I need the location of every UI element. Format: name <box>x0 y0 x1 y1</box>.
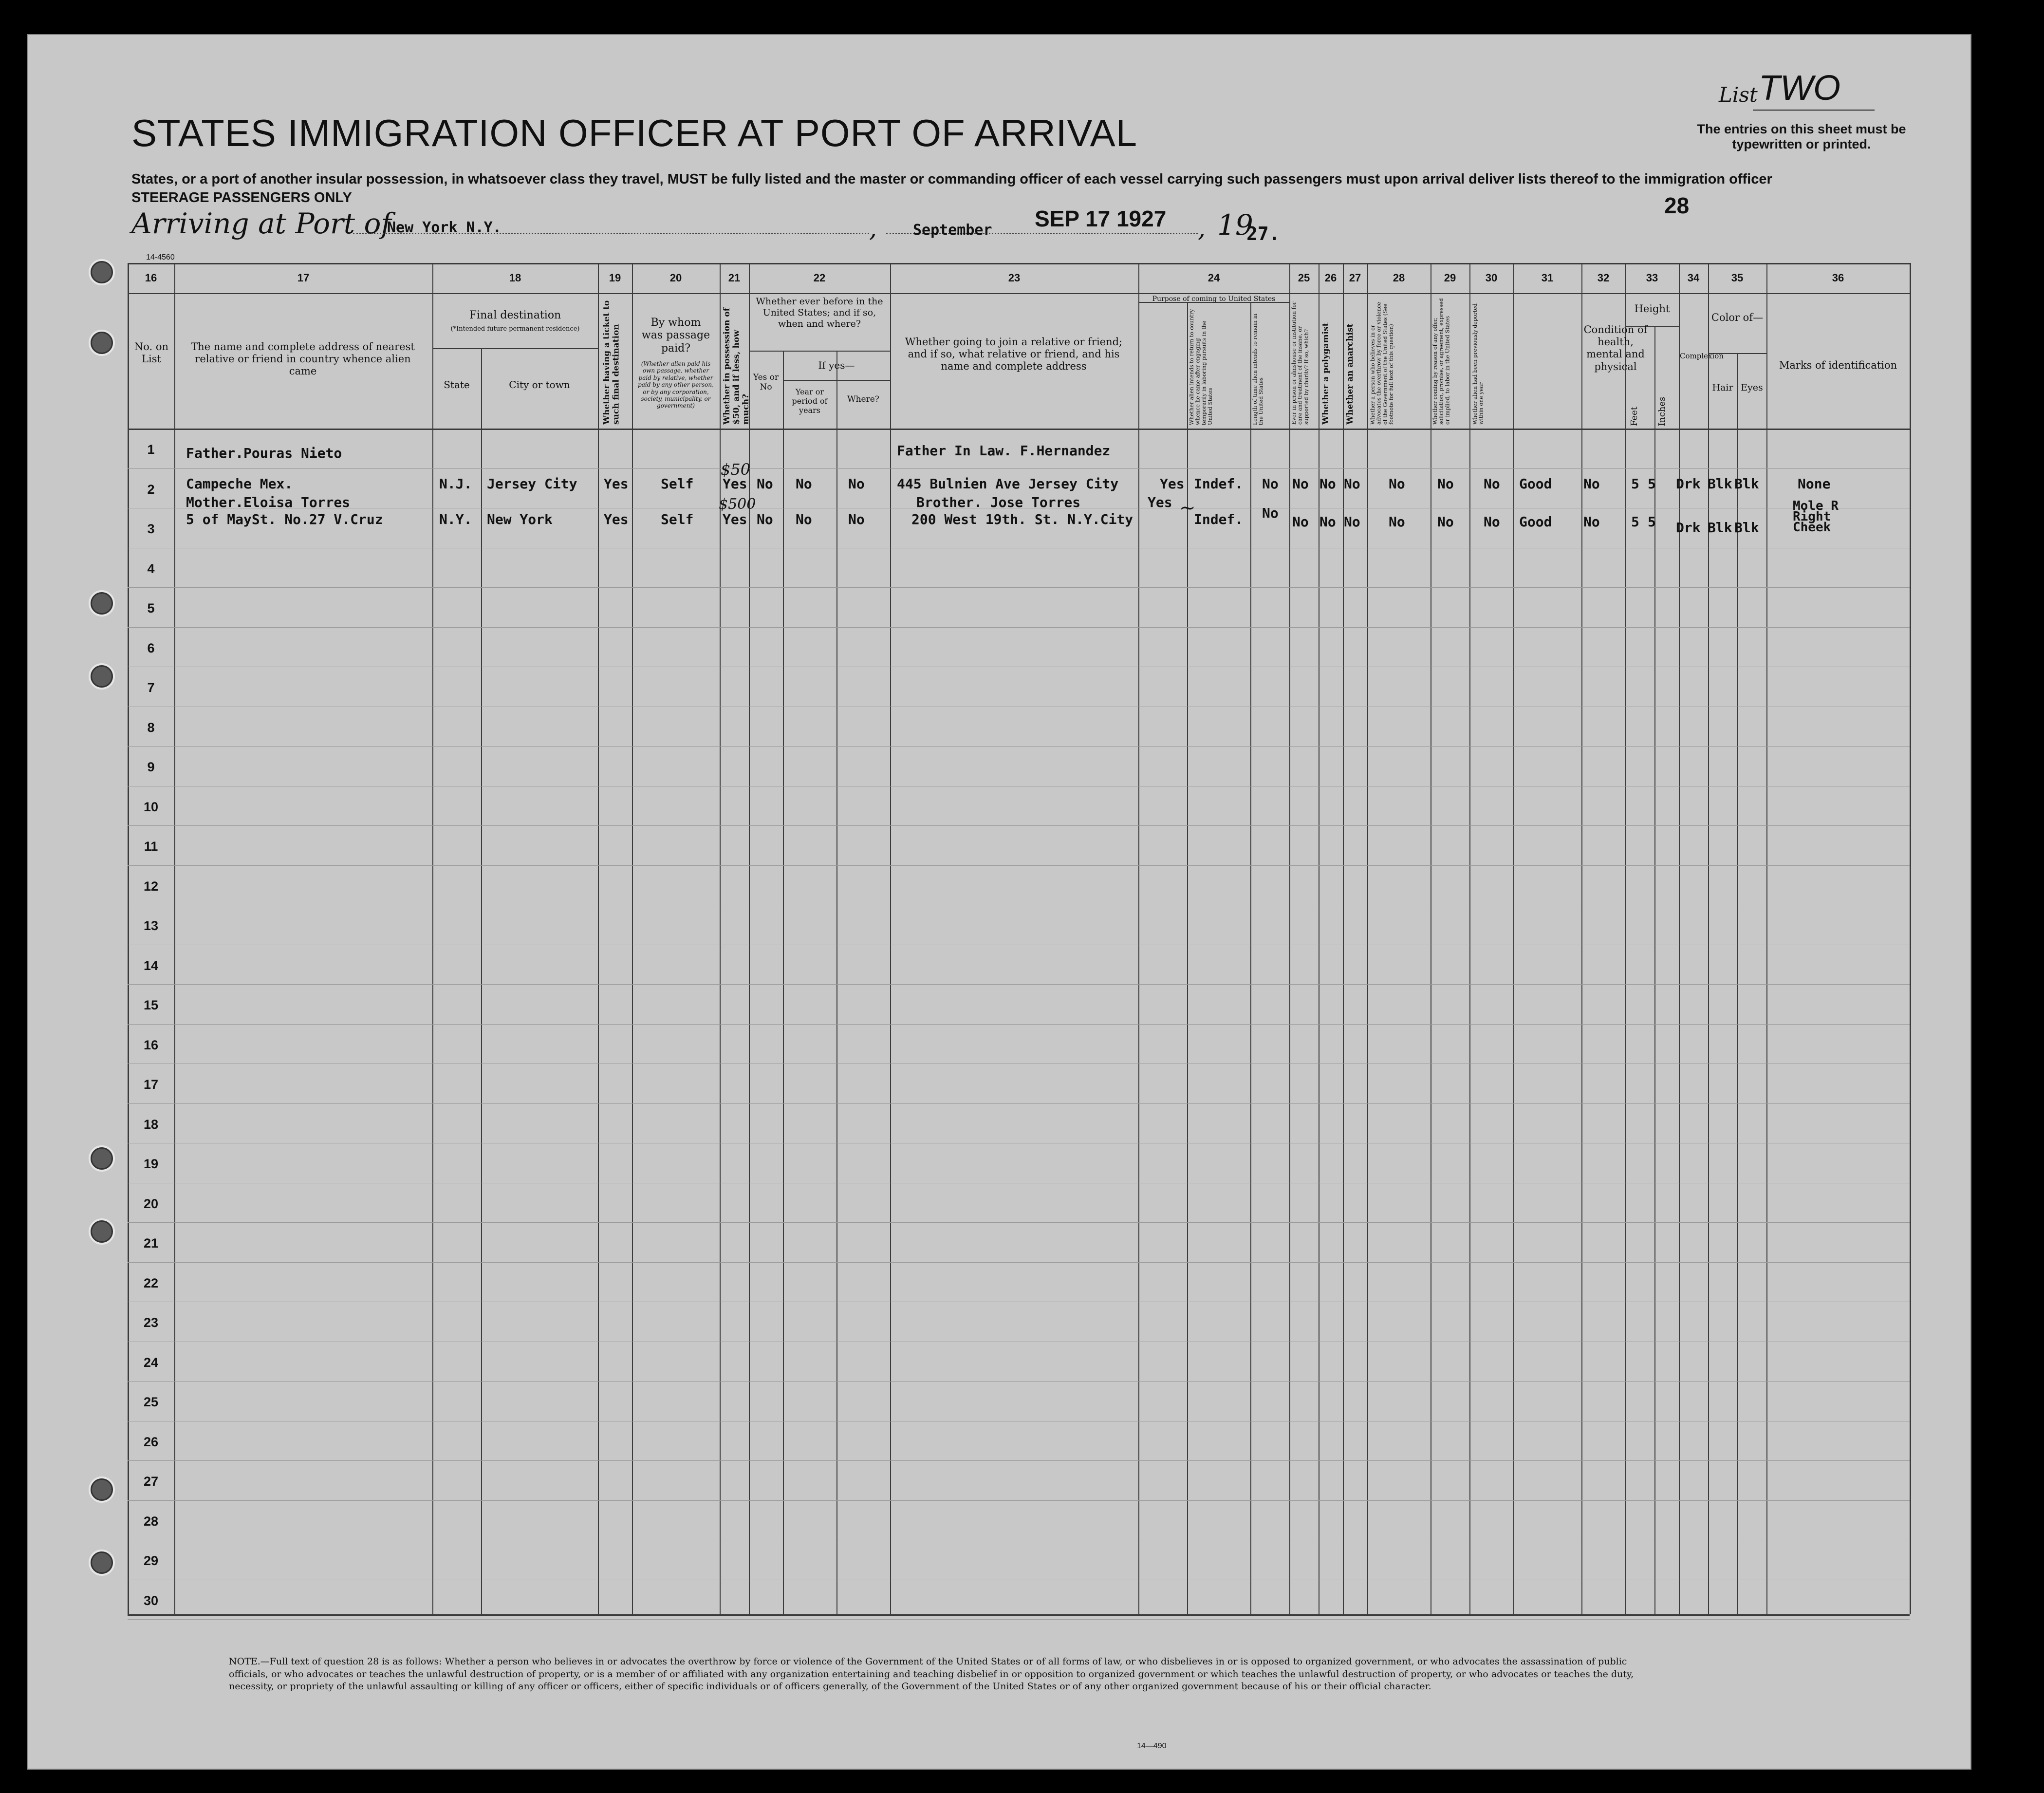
header-height: Height <box>1634 303 1670 315</box>
row-number: 5 <box>147 601 155 616</box>
entry-2-fifty-handwritten: $500 <box>719 496 756 513</box>
row-number: 15 <box>143 998 159 1012</box>
header-ticket: Whether having a ticket to such final destination <box>602 300 621 425</box>
page-title: STATES IMMIGRATION OFFICER AT PORT OF ARRIVAL <box>131 112 1138 154</box>
entry-2-polygamist: No <box>1319 514 1336 530</box>
entry-1-length: Indef. <box>1194 476 1244 492</box>
list-label: List <box>1719 83 1758 107</box>
header-period: Year or period of years <box>792 387 828 415</box>
entry-2-length: Indef. <box>1194 511 1244 527</box>
entry-2-state: N.Y. <box>439 511 472 527</box>
port-value: New York N.Y. <box>387 219 502 236</box>
list-underline <box>1753 110 1875 111</box>
punch-hole <box>89 590 115 616</box>
row-rule <box>128 468 1910 469</box>
row-rule <box>128 984 1910 985</box>
header-overthrow: Whether a person who believes in or advocates the overthrow by force or violence of the Government of the United States (See footnote for full text of this question) <box>1370 301 1394 425</box>
entry-1-complexion: Drk <box>1676 476 1701 492</box>
punch-hole <box>89 663 115 690</box>
column-number: 32 <box>1597 272 1610 284</box>
header-city: City or town <box>509 379 570 391</box>
header-hair: Hair <box>1712 382 1733 393</box>
row-rule <box>128 825 1910 826</box>
entry-2-anarchist: No <box>1344 514 1360 530</box>
column-number: 28 <box>1393 272 1405 284</box>
header-inches: Inches <box>1657 396 1667 426</box>
column-number: 18 <box>509 272 521 284</box>
entry-2-prison: No <box>1292 514 1309 530</box>
row-number: 6 <box>147 640 155 655</box>
entry-2-deported: No <box>1484 514 1500 530</box>
header-color-of: Color of— <box>1711 312 1764 323</box>
row-rule <box>128 1262 1910 1263</box>
punch-hole <box>89 1145 115 1172</box>
punch-hole <box>89 1476 115 1503</box>
entry-2-period: No <box>796 511 812 527</box>
entry-2-relative-line1: Mother.Eloisa Torres <box>186 494 351 510</box>
header-where: Where? <box>847 394 879 404</box>
header-eyes: Eyes <box>1741 382 1763 393</box>
row-number: 18 <box>143 1117 159 1132</box>
header-polygamist: Whether a polygamist <box>1321 322 1331 425</box>
entry-1-anarchist: No <box>1344 476 1360 492</box>
arriving-label: Arriving at Port of <box>131 207 391 240</box>
entry-2-return: Yes <box>1148 494 1172 510</box>
row-rule <box>128 627 1910 628</box>
column-number: 21 <box>728 272 741 284</box>
entry-1-join-line2: 445 Bulnien Ave Jersey City <box>897 476 1119 492</box>
column-number: 22 <box>813 272 826 284</box>
row-number: 22 <box>143 1275 159 1290</box>
row-rule <box>128 1460 1910 1461</box>
page-number: 28 <box>1664 193 1690 218</box>
row-number: 29 <box>143 1553 159 1568</box>
entry-1-hair: Blk <box>1708 476 1732 492</box>
entry-1-feet: 5 <box>1631 476 1639 492</box>
column-number: 26 <box>1324 272 1337 284</box>
entry-1-relative-line1: Father.Pouras Nieto <box>186 445 342 461</box>
entry-1-period: No <box>796 476 812 492</box>
entry-1-before-us: No <box>757 476 773 492</box>
entry-2-citizen: No <box>1262 505 1279 521</box>
entry-2-where: No <box>848 511 865 527</box>
header-deported: Whether alien had been previously deported within one year <box>1472 303 1485 425</box>
form-code-bottom: 14—490 <box>1137 1742 1167 1750</box>
header-intends-return: Whether alien intends to return to country whence he came after engaging temporarily in laboring pursuits in the United States <box>1189 309 1213 425</box>
month-value: September <box>913 222 992 239</box>
row-number: 14 <box>143 958 159 973</box>
row-number: 20 <box>143 1196 159 1211</box>
column-number: 16 <box>145 272 157 284</box>
question-28-footnote: NOTE.—Full text of question 28 is as follows: Whether a person who believes in or advocates the overthrow by force or violence of the Government of the United States or of all forms of law, or who disbelieves in or is opposed to organized government, or who advocates the assassination of public officials, or who advocates or teaches the unlawful destruction of property, or is a member of or affiliated with any organization entertaining and teaching disbelief in or opposition to organized government or which teaches the unlawful destruction of property, or who advocates or teaches the duty, necessity, or propriety of the unlawful assaulting or killing of any officer or officers, either of specific individuals or of officers generally, of the Government of the United States or of any other organized government because of his or their official character. <box>229 1656 1634 1692</box>
column-number: 20 <box>669 272 682 284</box>
header-final-destination: Final destination <box>469 309 561 321</box>
entry-1-citizen: No <box>1262 476 1279 492</box>
entry-1-fifty: Yes <box>723 476 747 492</box>
header-purpose: Purpose of coming to United States <box>1152 295 1276 303</box>
year-suffix: 27. <box>1246 223 1280 244</box>
entry-2-inches: 5 <box>1648 514 1656 530</box>
year-prefix: 19 <box>1217 208 1253 242</box>
entry-1-deported: No <box>1484 476 1500 492</box>
entry-1-deformed: No <box>1583 476 1600 492</box>
entry-1-overthrow: No <box>1389 476 1405 492</box>
row-number: 8 <box>147 720 155 735</box>
row-rule <box>128 865 1910 866</box>
header-list-number: No. on List <box>134 341 169 365</box>
header-yes-or-no: Yes or No <box>753 373 779 392</box>
entry-1-city: Jersey City <box>487 476 577 492</box>
row-rule <box>128 587 1910 588</box>
header-health: Condition of health, mental and physical <box>1583 324 1648 373</box>
manifest-table <box>128 263 1910 1614</box>
row-number: 1 <box>147 442 155 457</box>
entry-1-labor-offer: No <box>1437 476 1454 492</box>
column-number: 27 <box>1349 272 1361 284</box>
row-rule <box>128 1619 1910 1620</box>
typewritten-notice: The entries on this sheet must be typewritten or printed. <box>1697 122 1906 152</box>
column-number: 34 <box>1687 272 1700 284</box>
header-marks: Marks of identification <box>1779 359 1897 371</box>
row-number: 10 <box>143 799 159 814</box>
header-prison-almshouse: Ever in prison or almshouse or institution for care and treatment of the insane, or supported by charity? If so, which? <box>1291 301 1310 425</box>
entry-2-feet: 5 <box>1631 514 1639 530</box>
entry-1-where: No <box>848 476 865 492</box>
header-state: State <box>444 379 470 391</box>
row-rule <box>128 1381 1910 1382</box>
entry-2-health: Good <box>1519 514 1552 530</box>
header-anarchist: Whether an anarchist <box>1345 323 1355 425</box>
row-rule <box>128 746 1910 747</box>
date-stamp: SEP 17 1927 <box>1035 206 1167 231</box>
header-nearest-relative: The name and complete address of nearest relative or friend in country whence alien came <box>191 341 415 377</box>
entry-1-marks: None <box>1798 476 1831 492</box>
column-number: 35 <box>1731 272 1744 284</box>
entry-2-eyes: Blk <box>1734 520 1759 536</box>
header-passage-paid: By whom was passage paid? <box>641 317 710 355</box>
header-instructions-line1: States, or a port of another insular possession, in whatsoever class they travel, MUST be fully listed and the master or commanding officer of each vessel carrying such passengers must upon arrival deliver lists thereof to the immigration officer <box>131 171 1772 187</box>
header-instructions-line2: STEERAGE PASSENGERS ONLY <box>131 189 352 205</box>
row-number: 2 <box>147 482 155 497</box>
column-number: 36 <box>1832 272 1844 284</box>
column-number: 29 <box>1444 272 1456 284</box>
punch-hole <box>89 259 115 285</box>
entry-1-state: N.J. <box>439 476 472 492</box>
header-length-of-stay: Length of time alien intends to remain in the United States <box>1252 314 1264 425</box>
entry-2-length-scribble: ~ <box>1179 497 1196 519</box>
row-number: 21 <box>143 1236 159 1251</box>
entry-1-return: Yes <box>1160 476 1185 492</box>
row-number: 12 <box>143 878 159 894</box>
row-rule <box>128 1222 1910 1223</box>
entry-1-health: Good <box>1519 476 1552 492</box>
entry-2-labor-offer: No <box>1437 514 1454 530</box>
row-rule <box>128 1024 1910 1025</box>
entry-2-paid-by: Self <box>661 511 694 527</box>
form-code-top: 14-4560 <box>146 253 175 261</box>
entry-2-fifty: Yes <box>723 511 747 527</box>
header-labor-offer: Whether coming by reason of any offer, solicitation, promise, or agreement, expressed or implied, to labor in the United States <box>1432 298 1451 425</box>
entry-2-overthrow: No <box>1389 514 1405 530</box>
row-number: 28 <box>143 1513 159 1529</box>
entry-1-relative-line2: Campeche Mex. <box>186 476 293 492</box>
header-complexion: Complexion <box>1680 352 1724 360</box>
entry-2-before-us: No <box>757 511 773 527</box>
header-join-relative: Whether going to join a relative or friend; and if so, what relative or friend, and his name and complete address <box>905 336 1123 373</box>
header-destination-note: (*Intended future permanent residence) <box>450 325 580 333</box>
column-number: 31 <box>1541 272 1554 284</box>
row-number: 9 <box>147 760 155 774</box>
header-passage-note: (Whether alien paid his own passage, whether paid by relative, whether paid by any other person, or by any corporation, society, municipality, or government) <box>638 360 714 410</box>
entry-1-prison: No <box>1292 476 1309 492</box>
row-number: 11 <box>144 839 158 854</box>
row-number: 4 <box>147 561 155 576</box>
column-number: 25 <box>1298 272 1310 284</box>
entry-2-deformed: No <box>1583 514 1600 530</box>
entry-2-complexion: Drk <box>1676 520 1701 536</box>
row-number: 17 <box>143 1077 159 1092</box>
entry-1-eyes: Blk <box>1734 476 1759 492</box>
header-feet: Feet <box>1629 406 1639 426</box>
header-if-yes: If yes— <box>818 359 855 371</box>
row-rule <box>128 1500 1910 1501</box>
punch-hole <box>89 1550 115 1576</box>
row-number: 7 <box>147 680 155 695</box>
column-number: 24 <box>1208 272 1220 284</box>
header-fifty-dollars: Whether in possession of $50, and if less, how much? <box>722 308 751 425</box>
row-number: 16 <box>143 1037 159 1052</box>
entry-2-city: New York <box>487 511 553 527</box>
row-number: 25 <box>143 1395 159 1409</box>
punch-hole <box>89 330 115 356</box>
row-number: 23 <box>143 1315 159 1330</box>
entry-2-marks: Mole R Right Cheek <box>1793 499 1839 535</box>
list-value: TWO <box>1759 69 1840 108</box>
entry-2-relative-line2: 5 of MaySt. No.27 V.Cruz <box>186 511 383 527</box>
entry-1-polygamist: No <box>1319 476 1336 492</box>
entry-1-inches: 5 <box>1648 476 1656 492</box>
entry-1-join-line1: Father In Law. F.Hernandez <box>897 443 1111 459</box>
row-number: 13 <box>143 918 159 933</box>
row-number: 26 <box>143 1434 159 1449</box>
header-instructions <box>131 170 1777 207</box>
entry-2-ticket: Yes <box>604 511 629 527</box>
row-rule <box>128 1103 1910 1104</box>
entry-1-fifty-handwritten: $50 <box>721 460 751 479</box>
entry-2-join-line1: Brother. Jose Torres <box>916 494 1081 510</box>
row-number: 24 <box>143 1355 159 1370</box>
row-number: 27 <box>143 1474 159 1489</box>
row-number: 30 <box>143 1593 159 1608</box>
column-number: 33 <box>1646 272 1658 284</box>
entry-1-ticket: Yes <box>604 476 629 492</box>
column-number: 17 <box>297 272 310 284</box>
column-number: 30 <box>1485 272 1498 284</box>
entry-1-paid-by: Self <box>661 476 694 492</box>
punch-hole <box>89 1218 115 1245</box>
row-number: 19 <box>143 1157 159 1171</box>
entry-2-hair: Blk <box>1708 520 1732 536</box>
header-before-in-us: Whether ever before in the United States; and if so, when and where? <box>756 296 883 329</box>
row-number: 3 <box>147 522 155 536</box>
column-number: 23 <box>1008 272 1021 284</box>
entry-2-join-line2: 200 West 19th. St. N.Y.City <box>911 511 1133 527</box>
column-number: 19 <box>609 272 621 284</box>
